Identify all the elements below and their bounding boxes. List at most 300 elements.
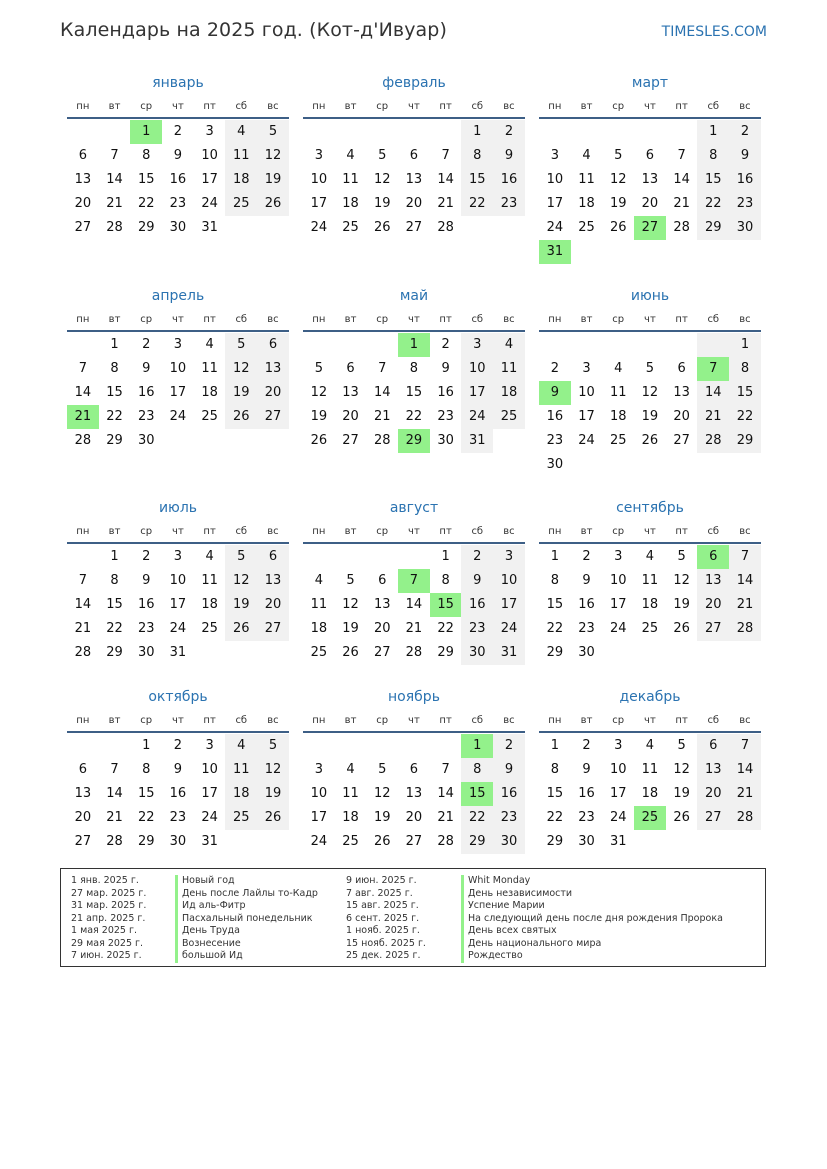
weekday-label: пн (548, 526, 562, 537)
holiday-date: 29 мая 2025 г. (71, 937, 144, 949)
month-name: июнь (630, 288, 670, 304)
empty-cell (493, 429, 525, 453)
day-cell: 10 (310, 786, 328, 801)
day-cell: 12 (641, 385, 659, 400)
weekday-label: вт (344, 314, 357, 325)
day-cell: 3 (582, 361, 591, 376)
day-cell: 26 (373, 220, 391, 235)
weekday-label: ср (140, 101, 153, 112)
holiday-name: День национального мира (461, 938, 723, 951)
day-cell: 1 (461, 120, 493, 144)
day-cell: 18 (310, 621, 328, 636)
day-cell: 22 (106, 409, 123, 424)
weekday-label: чт (172, 526, 184, 537)
holiday-date: 7 авг. 2025 г. (346, 887, 413, 899)
day-cell: 19 (225, 381, 257, 405)
day-cell: 26 (257, 192, 289, 216)
day-cell: 7 (441, 148, 450, 163)
weekday-label: вт (580, 101, 593, 112)
empty-cell (666, 641, 698, 665)
day-cell: 19 (257, 168, 289, 192)
day-cell: 25 (493, 405, 525, 429)
day-cell: 26 (641, 433, 659, 448)
empty-cell (257, 830, 289, 854)
day-cell: 6 (78, 148, 87, 163)
weekday-label: ср (376, 715, 389, 726)
day-cell: 9 (142, 573, 151, 588)
empty-cell (366, 120, 398, 144)
day-cell: 27 (697, 806, 729, 830)
empty-cell (571, 453, 603, 477)
day-cell: 18 (201, 597, 218, 612)
weekday-label: чт (644, 526, 656, 537)
empty-cell (67, 734, 99, 758)
day-cell: 8 (550, 762, 559, 777)
holiday-day-cell: 6 (697, 545, 729, 569)
empty-cell (398, 120, 430, 144)
weekday-label: вс (267, 526, 279, 537)
day-cell: 2 (173, 124, 183, 139)
day-cell: 10 (201, 148, 218, 163)
site-link[interactable]: TIMESLES.COM (661, 24, 767, 40)
day-cell: 5 (378, 148, 387, 163)
day-cell: 1 (110, 337, 119, 352)
day-cell: 6 (677, 361, 686, 376)
day-cell: 25 (342, 220, 359, 235)
day-cell: 3 (461, 333, 493, 357)
day-cell: 24 (310, 834, 328, 849)
weekday-header (539, 96, 761, 119)
weekday-label: сб (471, 314, 484, 325)
day-cell: 11 (641, 573, 659, 588)
day-cell: 30 (578, 645, 595, 660)
weekday-label: вс (739, 715, 751, 726)
month-11 (303, 684, 525, 854)
days-grid (67, 734, 289, 854)
day-cell: 11 (609, 385, 627, 400)
day-cell: 10 (578, 385, 595, 400)
empty-cell (225, 216, 257, 240)
empty-cell (697, 641, 729, 665)
weekday-label: вт (344, 715, 357, 726)
day-cell: 17 (310, 810, 328, 825)
weekday-label: сб (707, 101, 720, 112)
empty-cell (602, 333, 634, 357)
day-cell: 15 (546, 786, 564, 801)
day-cell: 21 (437, 196, 454, 211)
day-cell: 7 (78, 573, 87, 588)
empty-cell (666, 120, 698, 144)
day-cell: 8 (461, 144, 493, 168)
day-cell: 22 (546, 810, 564, 825)
day-cell: 21 (74, 621, 92, 636)
day-cell: 22 (461, 806, 493, 830)
day-cell: 18 (342, 196, 359, 211)
holiday-names-col-1 (175, 875, 318, 963)
day-cell: 21 (373, 409, 391, 424)
day-cell: 9 (582, 573, 591, 588)
day-cell: 11 (342, 172, 359, 187)
empty-cell (697, 830, 729, 854)
day-cell: 13 (74, 786, 92, 801)
day-cell: 29 (546, 834, 564, 849)
day-cell: 31 (461, 429, 493, 453)
holiday-day-cell: 7 (697, 357, 729, 381)
day-cell: 13 (697, 758, 729, 782)
month-1 (67, 70, 289, 240)
empty-cell (99, 120, 131, 144)
day-cell: 8 (409, 361, 419, 376)
day-cell: 18 (641, 597, 659, 612)
day-cell: 11 (225, 144, 257, 168)
day-cell: 20 (74, 196, 92, 211)
day-cell: 16 (546, 409, 564, 424)
day-cell: 13 (641, 172, 659, 187)
holiday-day-cell: 15 (461, 782, 493, 806)
day-cell: 31 (201, 834, 218, 849)
day-cell: 20 (257, 593, 289, 617)
day-cell: 15 (405, 385, 423, 400)
day-cell: 2 (582, 549, 591, 564)
empty-cell (634, 641, 666, 665)
day-cell: 13 (74, 172, 92, 187)
empty-cell (194, 641, 226, 665)
day-cell: 10 (493, 569, 525, 593)
day-cell: 29 (461, 830, 493, 854)
weekday-label: сб (471, 101, 484, 112)
day-cell: 3 (173, 549, 183, 564)
day-cell: 19 (342, 621, 359, 636)
empty-cell (257, 641, 289, 665)
month-6 (539, 283, 761, 477)
day-cell: 5 (346, 573, 355, 588)
weekday-label: чт (408, 101, 420, 112)
day-cell: 2 (173, 738, 183, 753)
weekday-label: вс (267, 101, 279, 112)
day-cell: 21 (697, 405, 729, 429)
weekday-label: пт (675, 101, 688, 112)
day-cell: 21 (673, 196, 690, 211)
holiday-name: День всех святых (461, 925, 723, 938)
day-cell: 19 (673, 786, 690, 801)
weekday-label: вт (580, 526, 593, 537)
weekday-label: сб (235, 314, 248, 325)
day-cell: 12 (257, 758, 289, 782)
holiday-date: 9 июн. 2025 г. (346, 875, 417, 886)
weekday-label: пт (439, 715, 452, 726)
empty-cell (398, 545, 430, 569)
weekday-label: пт (203, 314, 216, 325)
day-cell: 24 (310, 220, 328, 235)
day-cell: 11 (225, 758, 257, 782)
day-cell: 16 (169, 786, 187, 801)
day-cell: 14 (437, 172, 454, 187)
holiday-dates-col-1 (71, 875, 146, 963)
month-7 (67, 495, 289, 665)
day-cell: 14 (74, 385, 92, 400)
day-cell: 11 (310, 597, 328, 612)
day-cell: 11 (201, 361, 218, 376)
day-cell: 27 (373, 645, 391, 660)
weekday-label: вс (503, 715, 515, 726)
holiday-name: Вознесение (175, 938, 318, 951)
days-grid (67, 545, 289, 665)
day-cell: 4 (614, 361, 623, 376)
empty-cell (697, 453, 729, 477)
day-cell: 22 (546, 621, 564, 636)
empty-cell (729, 641, 761, 665)
empty-cell (571, 240, 603, 264)
day-cell: 23 (137, 621, 155, 636)
day-cell: 2 (142, 337, 151, 352)
day-cell: 3 (550, 148, 559, 163)
day-cell: 6 (697, 734, 729, 758)
day-cell: 8 (142, 148, 151, 163)
day-cell: 20 (697, 593, 729, 617)
empty-cell (303, 734, 335, 758)
month-9 (539, 495, 761, 665)
month-name: март (631, 75, 669, 91)
holiday-date: 31 мар. 2025 г. (71, 900, 147, 911)
weekday-label: ср (140, 314, 153, 325)
weekday-label: пн (76, 314, 90, 325)
day-cell: 5 (225, 545, 257, 569)
empty-cell (602, 453, 634, 477)
day-cell: 23 (461, 617, 493, 641)
day-cell: 2 (729, 120, 761, 144)
empty-cell (303, 545, 335, 569)
day-cell: 18 (609, 409, 627, 424)
day-cell: 25 (201, 621, 218, 636)
days-grid (539, 120, 761, 264)
weekday-label: пн (312, 715, 326, 726)
day-cell: 10 (461, 357, 493, 381)
weekday-label: ср (612, 101, 625, 112)
day-cell: 28 (106, 220, 123, 235)
day-cell: 22 (729, 405, 761, 429)
day-cell: 6 (257, 545, 289, 569)
day-cell: 14 (405, 597, 423, 612)
day-cell: 16 (137, 597, 155, 612)
day-cell: 24 (201, 810, 218, 825)
empty-cell (666, 453, 698, 477)
day-cell: 13 (257, 569, 289, 593)
day-cell: 20 (405, 196, 423, 211)
day-cell: 16 (461, 593, 493, 617)
month-name: ноябрь (388, 689, 440, 705)
day-cell: 4 (645, 738, 655, 753)
day-cell: 23 (578, 621, 595, 636)
weekday-label: вт (108, 526, 121, 537)
day-cell: 22 (697, 192, 729, 216)
days-grid (67, 333, 289, 453)
day-cell: 19 (257, 782, 289, 806)
holiday-name: Ид аль-Фитр (175, 900, 318, 913)
empty-cell (67, 333, 99, 357)
empty-cell (225, 429, 257, 453)
day-cell: 20 (257, 381, 289, 405)
day-cell: 19 (609, 196, 627, 211)
day-cell: 14 (106, 786, 123, 801)
weekday-label: ср (612, 526, 625, 537)
day-cell: 2 (461, 545, 493, 569)
day-cell: 6 (378, 573, 387, 588)
day-cell: 29 (137, 220, 155, 235)
day-cell: 28 (405, 645, 423, 660)
month-2 (303, 70, 525, 240)
empty-cell (571, 333, 603, 357)
day-cell: 12 (673, 762, 690, 777)
day-cell: 27 (673, 433, 690, 448)
day-cell: 11 (641, 762, 659, 777)
day-cell: 1 (550, 738, 559, 753)
day-cell: 7 (110, 762, 119, 777)
weekday-label: чт (644, 314, 656, 325)
day-cell: 15 (697, 168, 729, 192)
day-cell: 12 (225, 357, 257, 381)
day-cell: 19 (673, 597, 690, 612)
day-cell: 4 (225, 120, 257, 144)
holiday-name: День Труда (175, 925, 318, 938)
holiday-legend (60, 868, 766, 967)
holiday-day-cell: 9 (539, 381, 571, 405)
weekday-header (539, 521, 761, 544)
empty-cell (697, 240, 729, 264)
days-grid (303, 734, 525, 854)
weekday-label: пт (675, 314, 688, 325)
empty-cell (335, 333, 367, 357)
day-cell: 5 (257, 120, 289, 144)
day-cell: 8 (729, 357, 761, 381)
empty-cell (729, 830, 761, 854)
holiday-name: Whit Monday (461, 875, 723, 888)
day-cell: 12 (673, 573, 690, 588)
day-cell: 22 (437, 621, 454, 636)
weekday-header (303, 710, 525, 733)
day-cell: 10 (609, 573, 627, 588)
day-cell: 4 (346, 148, 355, 163)
day-cell: 7 (441, 762, 450, 777)
day-cell: 23 (729, 192, 761, 216)
day-cell: 22 (461, 192, 493, 216)
day-cell: 3 (314, 148, 323, 163)
weekday-label: вт (344, 101, 357, 112)
day-cell: 23 (169, 810, 187, 825)
day-cell: 23 (169, 196, 187, 211)
weekday-label: ср (376, 314, 389, 325)
holiday-day-cell: 1 (130, 120, 162, 144)
day-cell: 4 (225, 734, 257, 758)
day-cell: 24 (578, 433, 595, 448)
day-cell: 13 (405, 786, 423, 801)
day-cell: 4 (582, 148, 591, 163)
day-cell: 9 (729, 144, 761, 168)
day-cell: 24 (546, 220, 564, 235)
day-cell: 24 (201, 196, 218, 211)
holiday-date: 1 янв. 2025 г. (71, 875, 139, 886)
day-cell: 17 (578, 409, 595, 424)
month-10 (67, 684, 289, 854)
empty-cell (539, 120, 571, 144)
weekday-label: вс (739, 314, 751, 325)
weekday-label: сб (471, 526, 484, 537)
day-cell: 15 (106, 597, 123, 612)
day-cell: 5 (677, 549, 686, 564)
holiday-names-col-2 (461, 875, 723, 963)
day-cell: 27 (697, 617, 729, 641)
day-cell: 12 (342, 597, 359, 612)
empty-cell (257, 216, 289, 240)
day-cell: 5 (677, 738, 686, 753)
day-cell: 12 (609, 172, 627, 187)
day-cell: 2 (550, 361, 559, 376)
day-cell: 2 (493, 734, 525, 758)
day-cell: 7 (378, 361, 387, 376)
day-cell: 23 (493, 806, 525, 830)
day-cell: 27 (342, 433, 359, 448)
day-cell: 5 (314, 361, 323, 376)
day-cell: 25 (225, 806, 257, 830)
empty-cell (335, 734, 367, 758)
day-cell: 9 (142, 361, 151, 376)
month-name: июль (158, 500, 198, 516)
day-cell: 26 (609, 220, 627, 235)
day-cell: 12 (225, 569, 257, 593)
day-cell: 23 (578, 810, 595, 825)
day-cell: 29 (437, 645, 454, 660)
weekday-label: вт (108, 101, 121, 112)
day-cell: 14 (74, 597, 92, 612)
day-cell: 28 (373, 433, 391, 448)
day-cell: 26 (373, 834, 391, 849)
holiday-day-cell: 29 (398, 429, 430, 453)
weekday-label: вт (344, 526, 357, 537)
day-cell: 7 (729, 734, 761, 758)
day-cell: 28 (74, 433, 92, 448)
holiday-date: 25 дек. 2025 г. (346, 950, 421, 961)
holiday-date: 15 авг. 2025 г. (346, 900, 419, 911)
empty-cell (634, 333, 666, 357)
day-cell: 20 (342, 409, 359, 424)
empty-cell (398, 734, 430, 758)
day-cell: 21 (405, 621, 423, 636)
empty-cell (666, 333, 698, 357)
day-cell: 26 (673, 621, 690, 636)
day-cell: 30 (437, 433, 454, 448)
day-cell: 13 (373, 597, 391, 612)
day-cell: 4 (205, 337, 214, 352)
empty-cell (461, 216, 493, 240)
day-cell: 14 (673, 172, 690, 187)
day-cell: 23 (137, 409, 155, 424)
weekday-label: сб (707, 314, 720, 325)
day-cell: 10 (609, 762, 627, 777)
day-cell: 15 (546, 597, 564, 612)
holiday-date: 27 мар. 2025 г. (71, 887, 147, 899)
day-cell: 9 (493, 758, 525, 782)
day-cell: 11 (578, 172, 595, 187)
weekday-header (303, 309, 525, 332)
day-cell: 13 (405, 172, 423, 187)
day-cell: 1 (697, 120, 729, 144)
days-grid (303, 333, 525, 453)
day-cell: 16 (169, 172, 187, 187)
day-cell: 26 (225, 617, 257, 641)
day-cell: 25 (609, 433, 627, 448)
weekday-label: пн (548, 314, 562, 325)
empty-cell (303, 333, 335, 357)
weekday-label: ср (612, 715, 625, 726)
